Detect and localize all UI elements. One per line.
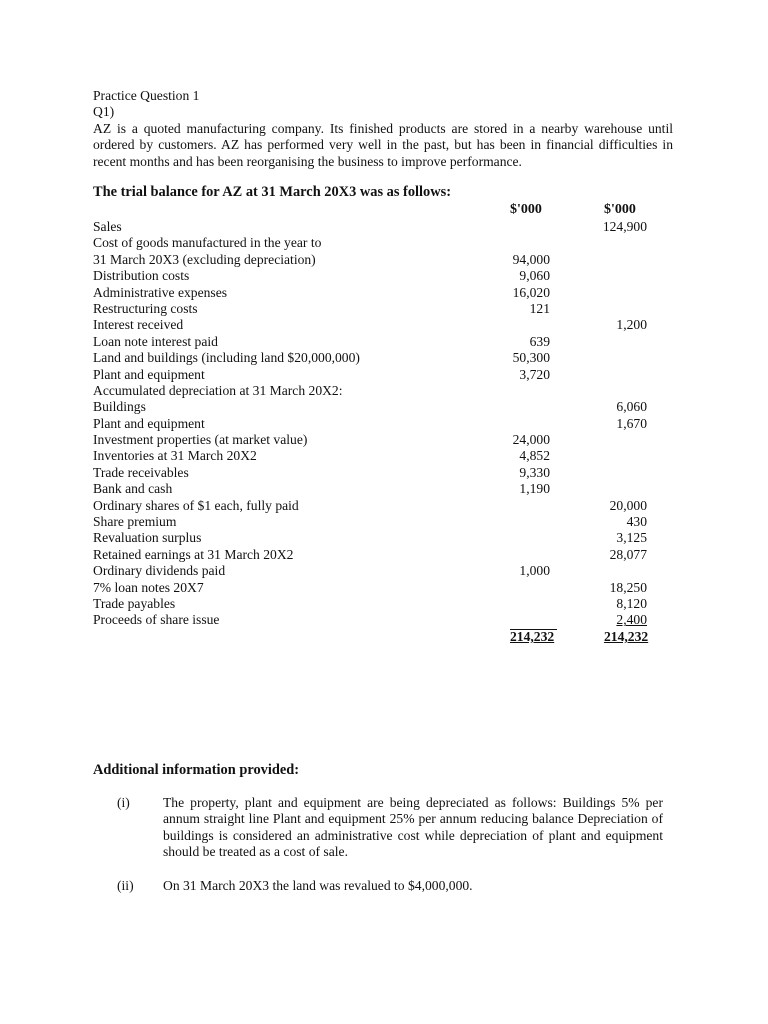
row-label: Ordinary dividends paid (93, 563, 226, 579)
row-credit: 20,000 (609, 497, 647, 513)
item-text: The property, plant and equipment are being depreciated as follows: Buildings 5% per annum straight line Plant and equipment 25% per annum reducing balance Depreciation of buildings is considered an administrative cost while depreciation of plant and equipment should be treated as a cost of sale. (163, 795, 663, 860)
row-debit: 1,190 (519, 481, 550, 497)
row-label: Land and buildings (including land $20,000,000) (93, 350, 360, 366)
item-number: (ii) (117, 878, 134, 893)
row-label: Loan note interest paid (93, 333, 218, 349)
row-debit: 639 (529, 333, 550, 349)
row-credit: 18,250 (609, 579, 647, 595)
row-credit: 28,077 (609, 546, 647, 562)
row-debit: 24,000 (512, 432, 550, 448)
table-row (93, 498, 653, 514)
table-row (93, 563, 653, 579)
table-row (93, 481, 653, 497)
row-label: Retained earnings at 31 March 20X2 (93, 546, 294, 562)
row-label: Buildings (93, 399, 146, 415)
row-label: Accumulated depreciation at 31 March 20X2: (93, 382, 343, 398)
practice-heading: Practice Question 1 (93, 88, 200, 103)
table-row (93, 399, 653, 415)
row-debit: 1,000 (519, 563, 550, 579)
row-label: 7% loan notes 20X7 (93, 579, 204, 595)
table-row (93, 285, 653, 301)
table-row (93, 317, 653, 333)
table-row (93, 530, 653, 546)
row-label: Restructuring costs (93, 300, 198, 316)
table-row (93, 448, 653, 464)
trial-balance-rows (93, 219, 653, 629)
row-credit: 124,900 (602, 219, 647, 234)
row-debit: 94,000 (512, 251, 550, 267)
row-debit: 9,060 (519, 268, 550, 284)
row-label: Sales (93, 219, 122, 234)
intro-section (93, 88, 673, 170)
table-row (93, 301, 653, 317)
table-row (93, 465, 653, 481)
row-debit: 4,852 (519, 448, 550, 464)
row-label: Inventories at 31 March 20X2 (93, 448, 257, 464)
table-row (93, 334, 653, 350)
row-label: Administrative expenses (93, 284, 228, 300)
table-row (93, 235, 653, 251)
row-label: Trade payables (93, 595, 176, 611)
row-label: Investment properties (at market value) (93, 432, 308, 448)
row-label: 31 March 20X3 (excluding depreciation) (93, 251, 316, 267)
row-label: Distribution costs (93, 268, 190, 284)
row-credit: 2,400 (616, 612, 647, 628)
table-row (93, 268, 653, 284)
row-label: Plant and equipment (93, 366, 205, 382)
row-label: Trade receivables (93, 464, 189, 480)
credit-total: 214,232 (604, 629, 649, 644)
item-text: On 31 March 20X3 the land was revalued to $4,000,000. (163, 878, 473, 893)
table-row (93, 580, 653, 596)
row-label: Ordinary shares of $1 each, fully paid (93, 497, 299, 513)
additional-info-title: Additional information provided: (93, 762, 300, 778)
row-credit: 6,060 (616, 399, 647, 415)
table-row (93, 432, 653, 448)
trial-balance-title: The trial balance for AZ at 31 March 20X3 was as follows: (93, 184, 452, 200)
row-credit: 1,670 (616, 415, 647, 431)
row-debit: 16,020 (512, 284, 550, 300)
row-credit: 430 (626, 514, 647, 530)
row-label: Proceeds of share issue (93, 612, 220, 628)
row-label: Revaluation surplus (93, 530, 202, 546)
debit-total: 214,232 (510, 629, 555, 644)
row-credit: 8,120 (616, 595, 647, 611)
table-row (93, 252, 653, 268)
row-debit: 9,330 (519, 464, 550, 480)
question-number: Q1) (93, 104, 115, 120)
table-row (93, 383, 653, 399)
table-row (93, 350, 653, 366)
table-row (93, 416, 653, 432)
debit-column-header: $'000 (510, 202, 542, 217)
table-row (93, 367, 653, 383)
row-label: Plant and equipment (93, 415, 205, 431)
item-number: (i) (117, 795, 130, 810)
row-credit: 1,200 (616, 317, 647, 333)
table-row (93, 547, 653, 563)
row-label: Bank and cash (93, 481, 173, 497)
table-row (93, 219, 653, 235)
row-debit: 50,300 (512, 350, 550, 366)
row-debit: 3,720 (519, 366, 550, 382)
credit-column-header: $'000 (604, 202, 636, 217)
row-label: Cost of goods manufactured in the year to (93, 235, 322, 251)
intro-paragraph: AZ is a quoted manufacturing company. Its finished products are stored in a nearby warehouse until ordered by customers. AZ has performed very well in the past, but has been in financial difficulties in recent months and has been reorganising the business to improve performance. (93, 120, 673, 169)
table-row (93, 596, 653, 612)
row-credit: 3,125 (616, 530, 647, 546)
row-label: Share premium (93, 514, 177, 530)
row-label: Interest received (93, 317, 184, 333)
table-row (93, 612, 653, 628)
table-row (93, 514, 653, 530)
row-debit: 121 (529, 300, 550, 316)
